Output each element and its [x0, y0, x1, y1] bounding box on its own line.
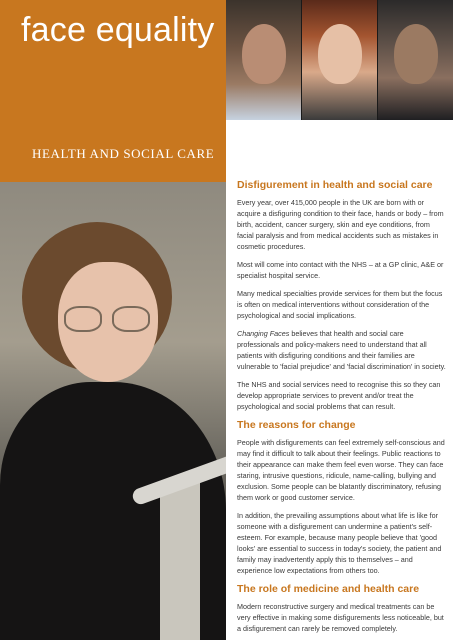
paragraph: Changing Faces believes that health and social care professionals and policy-makers need to understand that all patients with disfiguring conditions and their families are vulnerable to 'facial prejudice' and 'facial discrimination' in society.: [237, 329, 446, 371]
paragraph: Every year, over 415,000 people in the UK are born with or acquire a disfiguring condition to their face, hands or body – from birth, accident, cancer surgery, skin and eye conditions, from facial paralysis and from medical accidents such as mistakes in cosmetic procedures.: [237, 198, 444, 251]
heading-role: The role of medicine and health care: [237, 583, 420, 595]
paragraph: Most will come into contact with the NHS – at a GP clinic, A&E or specialist hospital service.: [237, 260, 444, 280]
brand-title: face equality: [21, 11, 215, 49]
paragraph: The NHS and social services need to recognise this so they can develop appropriate services to prevent and/or treat the psychological and social problems that can result.: [237, 380, 441, 411]
paragraph: Many medical specialties provide services for them but the focus is often on medical interventions without consideration of the psychological and social implications.: [237, 289, 443, 320]
portrait-strip: [226, 0, 453, 120]
heading-reasons: The reasons for change: [237, 419, 356, 431]
heading-disfigurement: Disfigurement in health and social care: [237, 179, 433, 191]
paragraph: People with disfigurements can feel extremely self-conscious and may find it difficult to talk about their feelings. Public reactions to their appearance can make them feel even worse. They can face staring, intrusive questions, ridicule, name-calling, bullying and exclusion. Some people can be blatantly discriminatory, refusing them work or good customer service.: [237, 438, 445, 502]
paragraph: Modern reconstructive surgery and medical treatments can be very effective in making some disfigurements less noticeable, but a disfigurement can rarely be removed completely.: [237, 602, 444, 633]
article-body: [237, 179, 447, 641]
portrait-man-icon: [226, 0, 301, 120]
portrait-man-icon: [378, 0, 453, 120]
photo-smiling-woman: [0, 182, 226, 640]
header-banner: [0, 0, 453, 120]
portrait-woman-icon: [302, 0, 377, 120]
org-name: Changing Faces: [237, 329, 290, 338]
section-title: HEALTH AND SOCIAL CARE: [32, 146, 215, 161]
paragraph: In addition, the prevailing assumptions about what life is like for someone with a disfigurement can undermine a patient's self-esteem. For example, because many people believe that 'good looks' are essential to success in today's society, the patient and family may inadvertently apply this to themselves – and experience low expectations from others too.: [237, 511, 442, 575]
glasses-icon: [62, 306, 152, 332]
